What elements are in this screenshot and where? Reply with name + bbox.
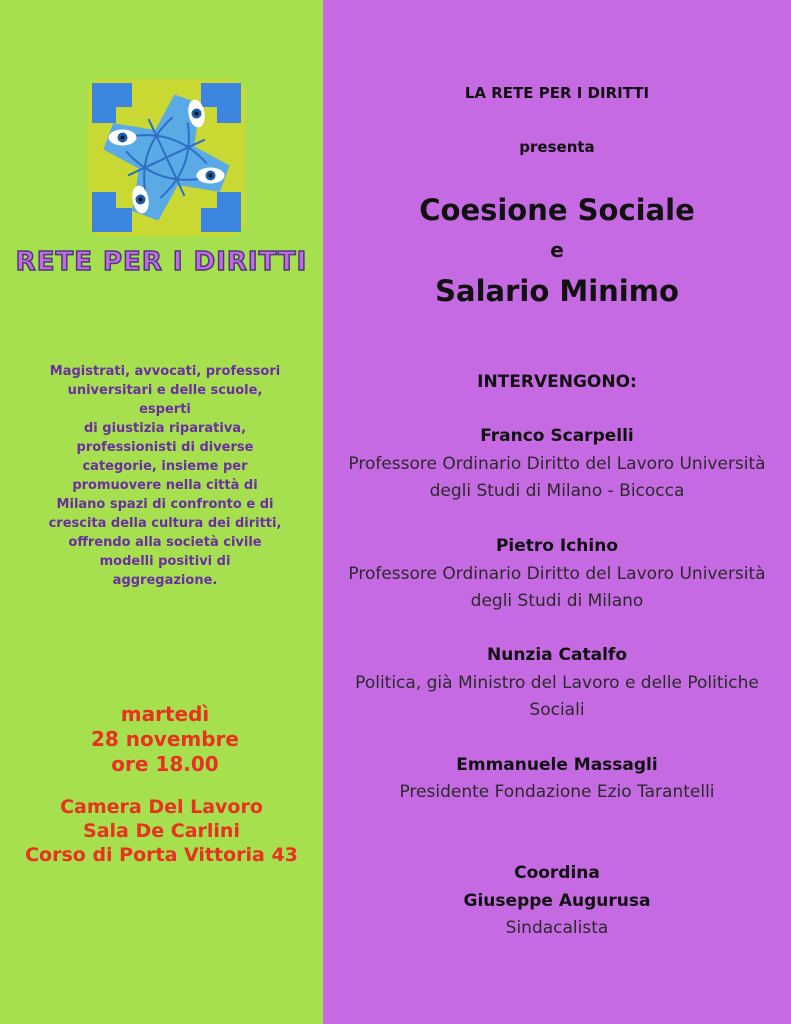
mission-line: promuovere nella città di: [72, 478, 258, 493]
presents-label: presenta: [519, 138, 595, 156]
moderator-role: Sindacalista: [505, 918, 609, 938]
speaker-name: Nunzia Catalfo: [487, 645, 627, 665]
mission-line: aggregazione.: [112, 573, 218, 588]
event-title-line2: Salario Minimo: [435, 274, 679, 308]
moderator-label: Coordina: [514, 863, 600, 883]
moderator-name: Giuseppe Augurusa: [463, 891, 651, 911]
speaker-role: degli Studi di Milano: [470, 591, 644, 611]
mission-statement: [40, 362, 290, 590]
logo-wordmark: RETE PER I DIRITTI: [15, 247, 308, 277]
mission-line: categorie, insieme per: [82, 459, 248, 474]
mission-line: crescita della cultura dei diritti,: [48, 516, 282, 531]
speaker-role: Professore Ordinario Diritto del Lavoro Università: [348, 564, 766, 584]
organizer: LA RETE PER I DIRITTI: [464, 84, 650, 102]
mission-line: di giustizia riparativa,: [83, 421, 247, 436]
mission-line: modelli positivi di: [99, 554, 231, 569]
speakers-heading: INTERVENGONO:: [477, 372, 637, 392]
speaker-role: Professore Ordinario Diritto del Lavoro Università: [348, 454, 766, 474]
event-date: 28 novembre: [91, 727, 239, 751]
mission-line: universitari e delle scuole,: [67, 383, 263, 398]
event-address: Corso di Porta Vittoria 43: [25, 844, 298, 866]
logo-icon: [88, 79, 245, 236]
speaker-role: Sociali: [529, 700, 585, 720]
mission-line: Milano spazi di confronto e di: [56, 497, 274, 512]
speaker-role: Politica, già Ministro del Lavoro e delle Politiche: [355, 673, 759, 693]
event-day: martedì: [120, 702, 210, 726]
speaker-name: Emmanuele Massagli: [456, 755, 658, 775]
event-venue: Camera Del Lavoro: [60, 796, 263, 818]
event-title-line1: Coesione Sociale: [419, 193, 695, 227]
event-datetime: [0, 702, 330, 777]
event-location: [0, 795, 323, 867]
speaker-name: Franco Scarpelli: [480, 426, 634, 446]
speaker-role: degli Studi di Milano - Bicocca: [429, 481, 685, 501]
mission-line: Magistrati, avvocati, professori: [49, 364, 281, 379]
mission-line: offrendo alla società civile: [68, 535, 262, 550]
event-room: Sala De Carlini: [83, 820, 240, 842]
event-time: ore 18.00: [111, 752, 219, 776]
event-title-conjunction: e: [550, 238, 564, 262]
speaker-role: Presidente Fondazione Ezio Tarantelli: [399, 782, 715, 802]
speaker-name: Pietro Ichino: [495, 536, 619, 556]
mission-line: professionisti di diverse: [76, 440, 254, 455]
mission-line: esperti: [139, 402, 191, 417]
